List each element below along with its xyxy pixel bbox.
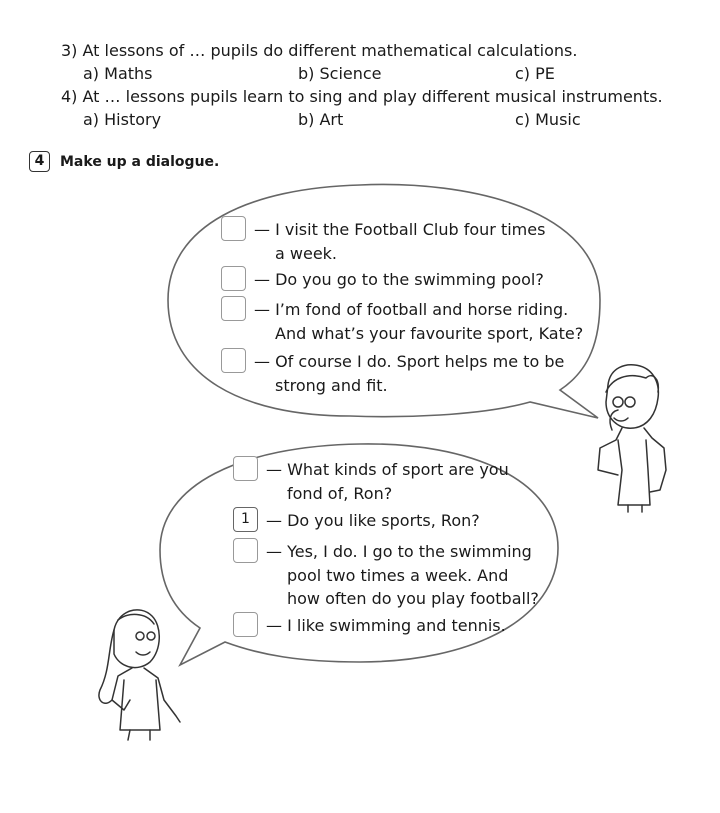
answer-box[interactable]: 1 — [233, 507, 258, 532]
question-number: 4) — [61, 87, 78, 106]
question-text: At lessons of … pupils do different mathematical calculations. — [82, 41, 578, 60]
option-a[interactable]: a) Maths — [83, 64, 153, 83]
dialogue-line: — What kinds of sport are you fond of, Ron? — [266, 460, 509, 503]
girl-figure — [99, 610, 180, 740]
dialogue-line: — Do you go to the swimming pool? — [254, 270, 544, 289]
option-c[interactable]: c) Music — [515, 110, 581, 129]
task-number-badge: 4 — [29, 151, 50, 172]
answer-box[interactable] — [233, 612, 258, 637]
question-text: At … lessons pupils learn to sing and play different musical instruments. — [82, 87, 663, 106]
dialogue-line: — Do you like sports, Ron? — [266, 511, 480, 530]
question-3 — [61, 41, 577, 61]
dialogue-line: — I like swimming and tennis. — [266, 616, 506, 635]
dialogue-line: — I visit the Football Club four times a week. — [254, 220, 546, 263]
boy-figure — [598, 365, 666, 512]
dialogue-line: — Of course I do. Sport helps me to be strong and fit. — [254, 352, 565, 395]
dialogue-line: — I’m fond of football and horse riding. And what’s your favourite sport, Kate? — [254, 300, 584, 343]
dialogue-line: — Yes, I do. I go to the swimming pool two times a week. And how often do you play football? — [266, 542, 539, 608]
option-c[interactable]: c) PE — [515, 64, 555, 83]
question-4 — [61, 87, 663, 107]
option-b[interactable]: b) Science — [298, 64, 382, 83]
answer-box[interactable] — [221, 348, 246, 373]
answer-box[interactable] — [221, 266, 246, 291]
question-number: 3) — [61, 41, 78, 60]
option-b[interactable]: b) Art — [298, 110, 344, 129]
answer-box[interactable] — [233, 456, 258, 481]
answer-box[interactable] — [233, 538, 258, 563]
option-a[interactable]: a) History — [83, 110, 162, 129]
answer-box[interactable] — [221, 216, 246, 241]
answer-box[interactable] — [221, 296, 246, 321]
task-title: Make up a dialogue. — [60, 154, 220, 170]
